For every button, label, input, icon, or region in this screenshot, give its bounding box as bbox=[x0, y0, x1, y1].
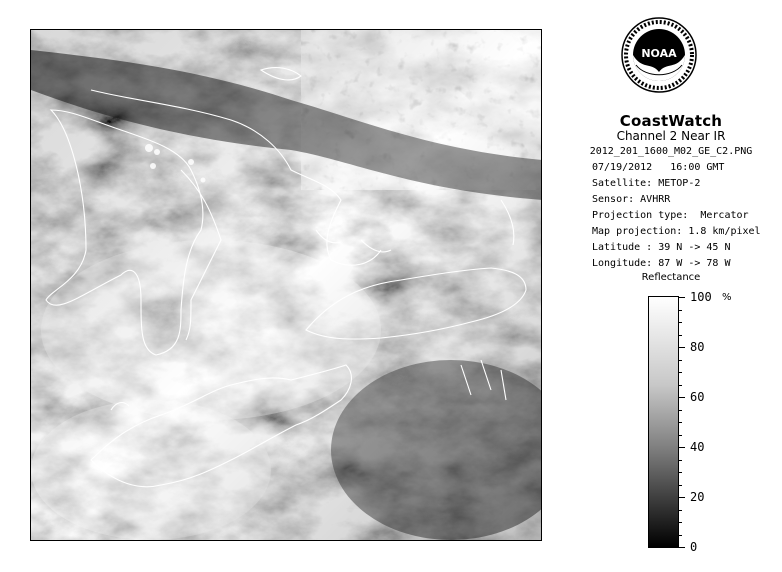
colorbar-tick bbox=[679, 547, 685, 548]
colorbar-label: Reflectance bbox=[641, 272, 701, 283]
colorbar-tick-label: 60 bbox=[690, 390, 705, 404]
colorbar-unit: % bbox=[722, 292, 732, 303]
colorbar-tick-label: 0 bbox=[690, 540, 698, 554]
map-projection-text: Map projection: 1.8 km/pixel bbox=[592, 226, 761, 237]
longitude-text: Longitude: 87 W -> 78 W bbox=[592, 258, 731, 269]
colorbar-minor-tick bbox=[679, 322, 682, 323]
projection-text: Projection type: Mercator bbox=[592, 210, 749, 221]
colorbar-minor-tick bbox=[679, 422, 682, 423]
colorbar-minor-tick bbox=[679, 335, 682, 336]
satellite-text: Satellite: METOP-2 bbox=[592, 178, 701, 189]
colorbar-minor-tick bbox=[679, 460, 682, 461]
image-filename: 2012_201_1600_M02_GE_C2.PNG bbox=[589, 146, 753, 157]
colorbar-tick-label: 100 bbox=[690, 290, 712, 304]
satellite-map[interactable] bbox=[30, 29, 542, 541]
colorbar-minor-tick bbox=[679, 472, 682, 473]
colorbar-minor-tick bbox=[679, 360, 682, 361]
colorbar-minor-tick bbox=[679, 385, 682, 386]
satellite-imagery bbox=[31, 30, 542, 541]
reflectance-colorbar bbox=[648, 296, 679, 548]
colorbar-tick bbox=[679, 297, 685, 298]
brand-title: CoastWatch bbox=[619, 112, 723, 130]
colorbar-minor-tick bbox=[679, 435, 682, 436]
latitude-text: Latitude : 39 N -> 45 N bbox=[592, 242, 731, 253]
colorbar-tick-label: 20 bbox=[690, 490, 705, 504]
colorbar-minor-tick bbox=[679, 535, 682, 536]
datetime-text: 07/19/2012 16:00 GMT bbox=[592, 162, 725, 173]
colorbar-minor-tick bbox=[679, 522, 682, 523]
channel-subtitle: Channel 2 Near IR bbox=[616, 129, 726, 143]
colorbar-tick bbox=[679, 397, 685, 398]
colorbar-minor-tick bbox=[679, 372, 682, 373]
colorbar-minor-tick bbox=[679, 510, 682, 511]
colorbar-tick bbox=[679, 447, 685, 448]
colorbar-tick-label: 80 bbox=[690, 340, 705, 354]
noaa-logo-icon bbox=[620, 12, 698, 112]
colorbar-tick-label: 40 bbox=[690, 440, 705, 454]
colorbar-minor-tick bbox=[679, 310, 682, 311]
noaa-logo bbox=[620, 12, 698, 112]
colorbar-tick bbox=[679, 497, 685, 498]
sensor-text: Sensor: AVHRR bbox=[592, 194, 671, 205]
noaa-logo-text: NOAA bbox=[641, 47, 677, 60]
colorbar-minor-tick bbox=[679, 410, 682, 411]
colorbar-tick bbox=[679, 347, 685, 348]
colorbar-minor-tick bbox=[679, 485, 682, 486]
